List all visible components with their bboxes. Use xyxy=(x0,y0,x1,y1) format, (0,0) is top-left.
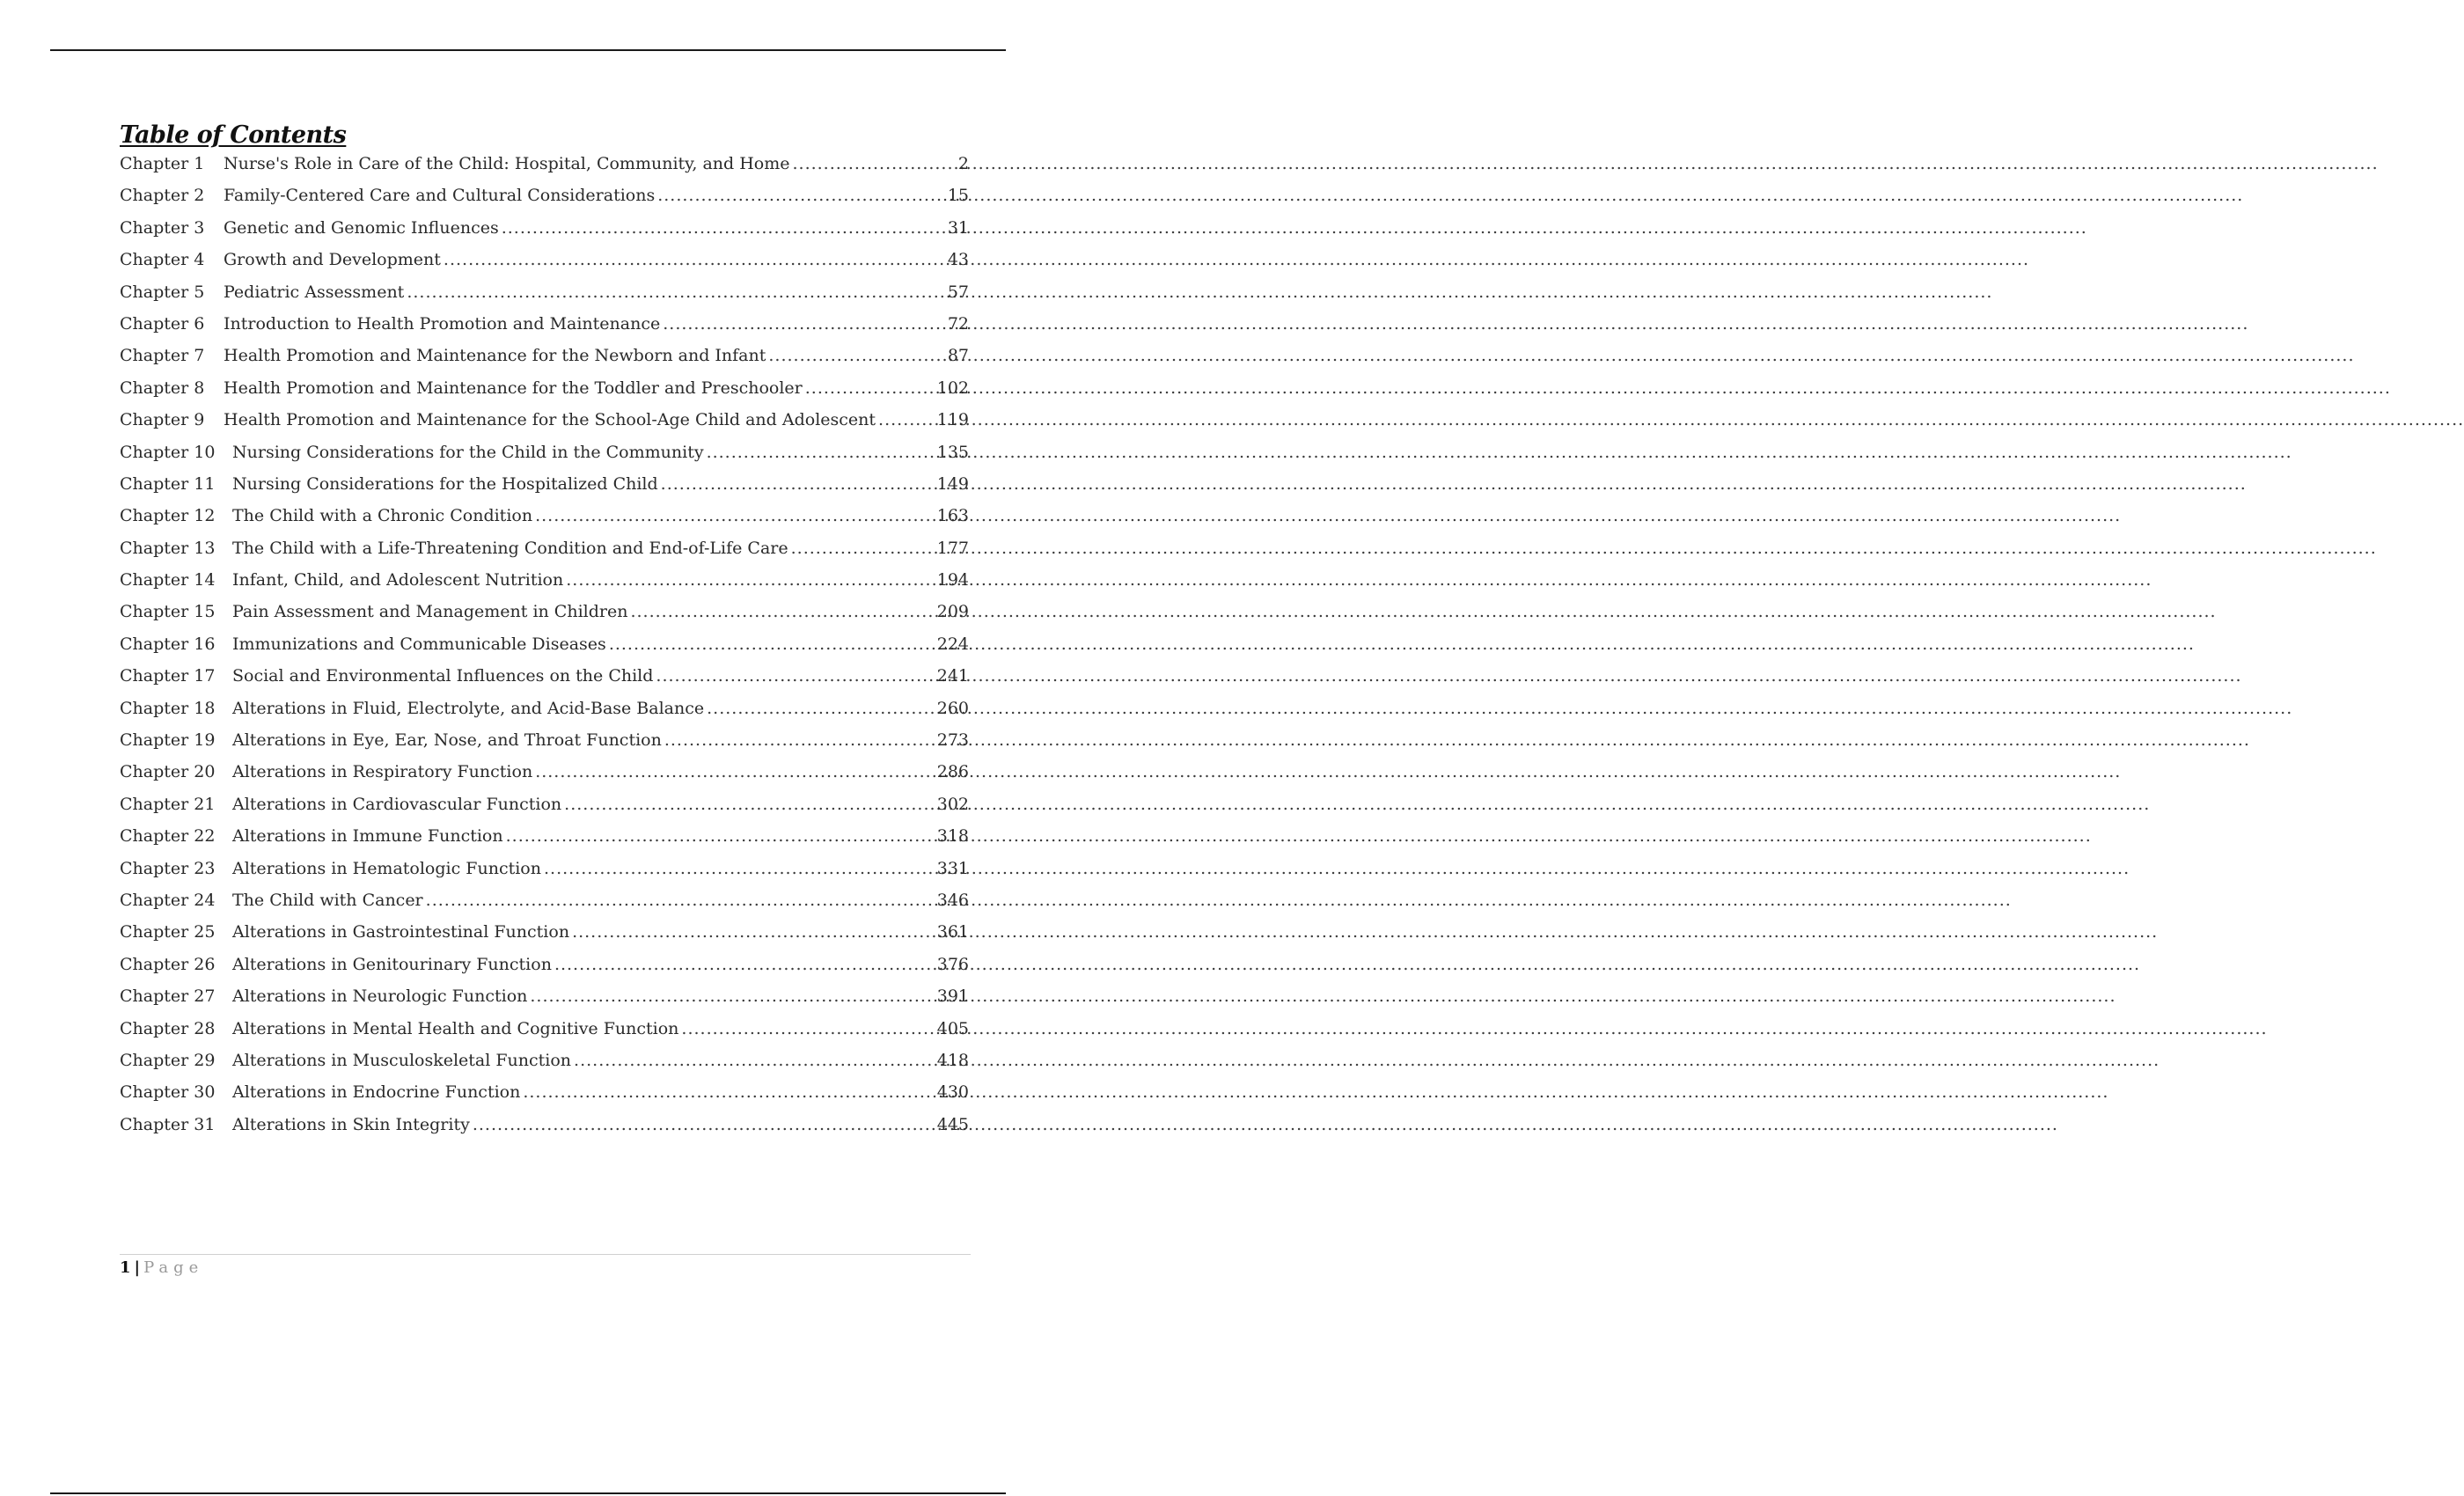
toc-entry[interactable] xyxy=(120,788,969,820)
toc-entry[interactable] xyxy=(120,628,969,660)
toc-list xyxy=(120,148,969,1140)
toc-page-number: 119 xyxy=(936,410,969,430)
toc-dot-leader xyxy=(791,532,935,564)
toc-chapter-number: Chapter 9 xyxy=(120,410,205,430)
toc-dot-leader xyxy=(566,564,935,596)
toc-dot-leader xyxy=(473,1109,935,1140)
toc-chapter-title: Nursing Considerations for the Hospitalized Child xyxy=(232,473,658,494)
toc-chapter-title: Alterations in Immune Function xyxy=(232,826,503,847)
toc-chapter-number: Chapter 28 xyxy=(120,1018,216,1038)
toc-page-number: 346 xyxy=(936,890,969,910)
toc-entry[interactable] xyxy=(120,1045,969,1076)
toc-dot-leader xyxy=(657,180,945,211)
toc-chapter-title: Health Promotion and Maintenance for the School-Age Child and Adolescent xyxy=(224,410,876,430)
toc-chapter-number: Chapter 3 xyxy=(120,217,205,238)
toc-chapter-title: Alterations in Respiratory Function xyxy=(232,762,533,782)
toc-dot-leader xyxy=(523,1076,934,1108)
toc-chapter-number: Chapter 6 xyxy=(120,313,205,334)
toc-entry[interactable] xyxy=(120,276,969,308)
toc-chapter-title: Pediatric Assessment xyxy=(224,282,405,302)
toc-dot-leader xyxy=(707,693,935,724)
toc-entry[interactable] xyxy=(120,820,969,852)
toc-chapter-number: Chapter 7 xyxy=(120,346,205,366)
toc-entry[interactable] xyxy=(120,724,969,756)
toc-chapter-number: Chapter 21 xyxy=(120,794,216,814)
toc-chapter-title: Pain Assessment and Management in Children xyxy=(232,602,628,622)
toc-entry[interactable] xyxy=(120,340,969,371)
toc-chapter-number: Chapter 1 xyxy=(120,154,205,173)
toc-page-number: 405 xyxy=(936,1018,969,1038)
toc-chapter-number: Chapter 30 xyxy=(120,1082,216,1103)
toc-chapter-title: Introduction to Health Promotion and Maintenance xyxy=(224,313,661,334)
toc-chapter-title: Alterations in Endocrine Function xyxy=(232,1082,521,1103)
toc-chapter-number: Chapter 5 xyxy=(120,282,205,302)
toc-chapter-number: Chapter 24 xyxy=(120,890,216,910)
toc-title: Table of Contents xyxy=(120,121,347,149)
toc-chapter-number: Chapter 25 xyxy=(120,922,216,942)
toc-page-number: 286 xyxy=(936,762,969,782)
toc-chapter-title: Family-Centered Care and Cultural Considerations xyxy=(224,186,656,206)
toc-page-number: 418 xyxy=(936,1050,969,1070)
toc-chapter-number: Chapter 16 xyxy=(120,634,216,654)
toc-dot-leader xyxy=(407,276,944,308)
toc-dot-leader xyxy=(572,916,935,948)
toc-chapter-title: Alterations in Cardiovascular Function xyxy=(232,794,562,814)
toc-dot-leader xyxy=(530,980,934,1012)
toc-dot-leader xyxy=(574,1045,935,1076)
toc-page-number: 376 xyxy=(936,954,969,974)
toc-entry[interactable] xyxy=(120,884,969,916)
toc-chapter-number: Chapter 14 xyxy=(120,570,216,590)
toc-dot-leader xyxy=(656,660,934,692)
toc-entry[interactable] xyxy=(120,500,969,532)
toc-chapter-title: Nursing Considerations for the Child in the Community xyxy=(232,442,704,462)
toc-chapter-title: Alterations in Eye, Ear, Nose, and Throat Function xyxy=(232,730,662,751)
toc-dot-leader xyxy=(805,372,935,404)
toc-chapter-title: Health Promotion and Maintenance for the Toddler and Preschooler xyxy=(224,378,803,398)
toc-chapter-title: Alterations in Fluid, Electrolyte, and Acid-Base Balance xyxy=(232,698,705,718)
toc-chapter-number: Chapter 29 xyxy=(120,1050,216,1070)
page-footer xyxy=(120,1258,203,1277)
toc-page-number: 43 xyxy=(947,250,969,270)
toc-chapter-title: The Child with a Chronic Condition xyxy=(232,506,533,526)
footer-page-number: 1 xyxy=(120,1258,131,1277)
toc-chapter-title: Social and Environmental Influences on the Child xyxy=(232,666,654,686)
toc-entry[interactable] xyxy=(120,468,969,500)
toc-chapter-title: Alterations in Neurologic Function xyxy=(232,986,528,1007)
toc-entry[interactable] xyxy=(120,372,969,404)
toc-dot-leader xyxy=(664,724,935,756)
toc-chapter-title: Alterations in Musculoskeletal Function xyxy=(232,1050,572,1070)
toc-dot-leader xyxy=(426,884,935,916)
toc-chapter-title: Alterations in Genitourinary Function xyxy=(232,954,552,974)
toc-chapter-number: Chapter 23 xyxy=(120,858,216,878)
toc-page-number: 87 xyxy=(947,346,969,366)
toc-entry[interactable] xyxy=(120,1013,969,1045)
toc-entry[interactable] xyxy=(120,212,969,244)
toc-page-number: 273 xyxy=(936,730,969,751)
toc-chapter-number: Chapter 20 xyxy=(120,762,216,782)
toc-entry[interactable] xyxy=(120,532,969,564)
toc-dot-leader xyxy=(681,1013,934,1045)
toc-page-number: 260 xyxy=(936,698,969,718)
footer-rule xyxy=(120,1254,971,1255)
toc-dot-leader xyxy=(878,404,935,436)
toc-dot-leader xyxy=(502,212,945,244)
toc-entry[interactable] xyxy=(120,404,969,436)
toc-page-number: 391 xyxy=(936,986,969,1007)
toc-chapter-title: Growth and Development xyxy=(224,250,441,270)
toc-chapter-title: Nurse's Role in Care of the Child: Hospital, Community, and Home xyxy=(224,154,790,173)
toc-chapter-title: Alterations in Hematologic Function xyxy=(232,858,541,878)
toc-page-number: 163 xyxy=(936,506,969,526)
toc-entry[interactable] xyxy=(120,148,969,180)
toc-chapter-title: Infant, Child, and Adolescent Nutrition xyxy=(232,570,564,590)
toc-page-number: 445 xyxy=(936,1114,969,1134)
toc-page-number: 318 xyxy=(936,826,969,847)
toc-dot-leader xyxy=(554,949,935,980)
toc-page-number: 2 xyxy=(957,154,969,173)
toc-page-number: 224 xyxy=(936,634,969,654)
toc-entry[interactable] xyxy=(120,693,969,724)
toc-dot-leader xyxy=(630,596,934,627)
toc-chapter-title: Genetic and Genomic Influences xyxy=(224,217,499,238)
toc-entry[interactable] xyxy=(120,949,969,980)
toc-page-number: 31 xyxy=(947,217,969,238)
toc-entry[interactable] xyxy=(120,853,969,884)
toc-entry[interactable] xyxy=(120,180,969,211)
toc-chapter-title: Alterations in Mental Health and Cognitive Function xyxy=(232,1018,679,1038)
toc-entry[interactable] xyxy=(120,980,969,1012)
toc-dot-leader xyxy=(535,500,935,532)
toc-dot-leader xyxy=(661,468,935,500)
toc-page-number: 241 xyxy=(936,666,969,686)
toc-dot-leader xyxy=(506,820,935,852)
toc-chapter-number: Chapter 17 xyxy=(120,666,216,686)
toc-page-number: 361 xyxy=(936,922,969,942)
toc-dot-leader xyxy=(535,756,935,788)
toc-chapter-number: Chapter 22 xyxy=(120,826,216,847)
toc-chapter-number: Chapter 27 xyxy=(120,986,216,1007)
toc-chapter-title: Alterations in Gastrointestinal Function xyxy=(232,922,570,942)
toc-entry[interactable] xyxy=(120,436,969,468)
toc-dot-leader xyxy=(444,244,945,275)
toc-entry[interactable] xyxy=(120,1109,969,1140)
toc-chapter-title: The Child with a Life-Threatening Condition and End-of-Life Care xyxy=(232,538,788,558)
toc-dot-leader xyxy=(663,308,945,340)
toc-page-number: 430 xyxy=(936,1082,969,1103)
toc-chapter-title: Health Promotion and Maintenance for the Newborn and Infant xyxy=(224,346,766,366)
footer-page-label: Page xyxy=(143,1258,204,1277)
toc-entry[interactable] xyxy=(120,756,969,788)
footer-separator: | xyxy=(134,1258,141,1277)
toc-entry[interactable] xyxy=(120,308,969,340)
toc-chapter-number: Chapter 18 xyxy=(120,698,216,718)
toc-chapter-number: Chapter 31 xyxy=(120,1114,216,1134)
toc-page-number: 15 xyxy=(947,186,969,206)
toc-entry[interactable] xyxy=(120,596,969,627)
header-rule xyxy=(50,49,1006,51)
toc-page-number: 72 xyxy=(947,313,969,334)
toc-page-number: 149 xyxy=(936,473,969,494)
toc-chapter-number: Chapter 11 xyxy=(120,473,216,494)
toc-page-number: 209 xyxy=(936,602,969,622)
toc-page-number: 177 xyxy=(936,538,969,558)
toc-dot-leader xyxy=(564,788,935,820)
toc-page-number: 331 xyxy=(936,858,969,878)
bottom-rule xyxy=(50,1492,1006,1494)
toc-dot-leader xyxy=(609,628,935,660)
toc-chapter-number: Chapter 26 xyxy=(120,954,216,974)
toc-dot-leader xyxy=(544,853,935,884)
toc-chapter-title: Immunizations and Communicable Diseases xyxy=(232,634,606,654)
toc-chapter-number: Chapter 13 xyxy=(120,538,216,558)
toc-entry[interactable] xyxy=(120,564,969,596)
toc-page-number: 135 xyxy=(936,442,969,462)
toc-chapter-title: The Child with Cancer xyxy=(232,890,423,910)
toc-page-number: 302 xyxy=(936,794,969,814)
toc-chapter-number: Chapter 8 xyxy=(120,378,205,398)
toc-chapter-number: Chapter 4 xyxy=(120,250,205,270)
toc-page-number: 194 xyxy=(936,570,969,590)
toc-chapter-number: Chapter 10 xyxy=(120,442,216,462)
toc-chapter-number: Chapter 2 xyxy=(120,186,205,206)
toc-dot-leader xyxy=(768,340,944,371)
toc-dot-leader xyxy=(707,436,935,468)
toc-entry[interactable] xyxy=(120,1076,969,1108)
toc-page-number: 102 xyxy=(936,378,969,398)
toc-entry[interactable] xyxy=(120,244,969,275)
toc-dot-leader xyxy=(792,148,955,180)
toc-entry[interactable] xyxy=(120,916,969,948)
toc-page-number: 57 xyxy=(947,282,969,302)
toc-entry[interactable] xyxy=(120,660,969,692)
toc-chapter-number: Chapter 12 xyxy=(120,506,216,526)
toc-chapter-title: Alterations in Skin Integrity xyxy=(232,1114,470,1134)
toc-chapter-number: Chapter 19 xyxy=(120,730,216,751)
toc-chapter-number: Chapter 15 xyxy=(120,602,216,622)
